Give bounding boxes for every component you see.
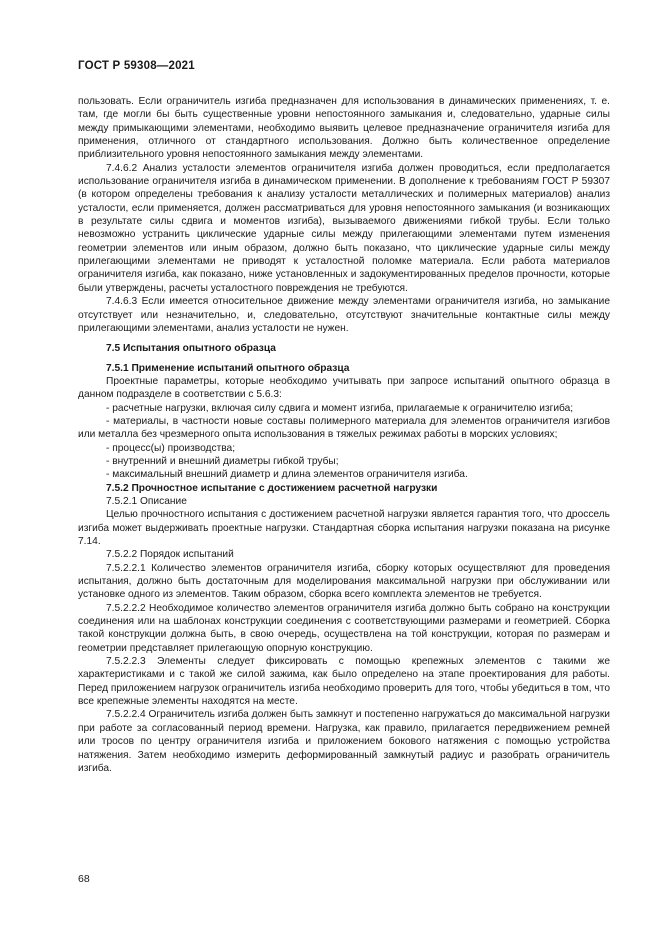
paragraph-7-5-2-2-4: 7.5.2.2.4 Ограничитель изгиба должен быть замкнут и постепенно нагружаться до максимальной нагрузки при работе за согласованный период времени. Нагрузка, как правило, прилагается передвижением ремней или тросов по центру ограничителя изгиба и приложением бокового натяжения с помощью устройства натяжения. Затем необходимо измерить деформированный замкнутый радиус и разобрать ограничитель изгиба.: [78, 709, 610, 774]
paragraph-7-5-2-2-3: 7.5.2.2.3 Элементы следует фиксировать с помощью крепежных элементов с такими же характеристиками и с такой же силой зажима, как было определено на этапе проектирования для работы. Перед приложением нагрузок ограничитель изгиба необходимо проверить для того, чтобы убедиться в том, что все крепежные элементы находятся на месте.: [78, 656, 610, 708]
list-item: - максимальный внешний диаметр и длина элементов ограничителя изгиба.: [106, 469, 468, 481]
list-item: - материалы, в частности новые составы полимерного материала для элементов ограничителя изгибов или металла без чрезмерного опыта использования в тяжелых режимах работы в морских условиях;: [78, 415, 610, 441]
paragraph-7-4-6-2: 7.4.6.2 Анализ усталости элементов ограничителя изгиба должен проводиться, если предполагается использование ограничителя изгиба в динамическом применении. В дополнение к требованиям ГОСТ Р 59307 (в котором определены требования к анализу усталости металлических и полимерных материалов) анализ усталости, если применяется, должен рассматриваться для уровня непостоянного замыкания (и возникающих в результате силы сдвига и моментов изгиба), вызываемого движениями гибкой трубы. Если только невозможно устранить циклические ударные силы между прилегающими элементами путем изменения геометрии элементов или иным образом, должно быть показано, что циклические ударные силы между прилегающими элементами не приводят к усталостной поломке материала. Если работа материалов ограничителя изгиба, как показано, ниже установленных и задокументированных пределов прочности, которые были утверждены, расчеты усталостного повреждения не требуются.: [78, 162, 610, 294]
paragraph-7-5-2-2-2: 7.5.2.2.2 Необходимое количество элементов ограничителя изгиба должно быть собрано на конструкции соединения или на шаблонах конструкции соединения с соответствующими размерами и геометрией. Сборка такой конструкции должна быть, в свою очередь, осуществлена на той конструкции, которая по размерам и геометрии представляет прилегающую опорную конструкцию.: [78, 602, 610, 654]
document-body: [78, 95, 610, 775]
page-number: 68: [78, 873, 90, 885]
paragraph-test-purpose: Целью прочностного испытания с достижением расчетной нагрузки является гарантия того, что дроссель изгиба может выдерживать проектные нагрузки. Стандартная сборка испытания нагрузки показана на рисунке 7.14.: [78, 509, 610, 547]
list-item: - процесс(ы) производства;: [106, 442, 236, 454]
list-item: - расчетные нагрузки, включая силу сдвига и момент изгиба, прилагаемые к ограничителю изгиба;: [106, 402, 574, 414]
subsection-heading-7-5-2: 7.5.2 Прочностное испытание с достижением расчетной нагрузки: [106, 482, 438, 494]
clause-heading-7-5-2-1: 7.5.2.1 Описание: [106, 495, 187, 507]
paragraph-continuation: пользовать. Если ограничитель изгиба предназначен для использования в динамических применениях, т. е. там, где могли бы быть существенные уровни непостоянного замыкания и, следовательно, ударные силы между примыкающими элементами, необходимо выявить целевое предназначение ограничителя изгиба для применения, отличного от стандартного использования. Должно быть количественное определение приблизительного уровня непостоянного замыкания между элементами.: [78, 96, 610, 161]
paragraph-7-4-6-3: 7.4.6.3 Если имеется относительное движение между элементами ограничителя изгиба, но замыкание отсутствует или незначительно, и, следовательно, отсутствуют значительные контактные силы между прилегающими элементами, анализ усталости не нужен.: [78, 296, 610, 334]
list-item: - внутренний и внешний диаметры гибкой трубы;: [106, 455, 339, 467]
document-code-header: ГОСТ Р 59308—2021: [78, 60, 195, 72]
section-heading-7-5: 7.5 Испытания опытного образца: [106, 343, 276, 355]
paragraph-7-5-2-2-1: 7.5.2.2.1 Количество элементов ограничителя изгиба, сборку которых осуществляют для проведения испытания, должно быть достаточным для моделирования максимальной нагрузки при обслуживании или установке одного из элементов. Таким образом, сборка всего комплекта элементов не требуется.: [78, 562, 610, 601]
paragraph-design-parameters: Проектные параметры, которые необходимо учитывать при запросе испытаний опытного образца в данном подразделе в соответствии с 5.6.3:: [78, 375, 610, 401]
clause-heading-7-5-2-2: 7.5.2.2 Порядок испытаний: [106, 549, 234, 561]
subsection-heading-7-5-1: 7.5.1 Применение испытаний опытного образца: [106, 362, 350, 374]
